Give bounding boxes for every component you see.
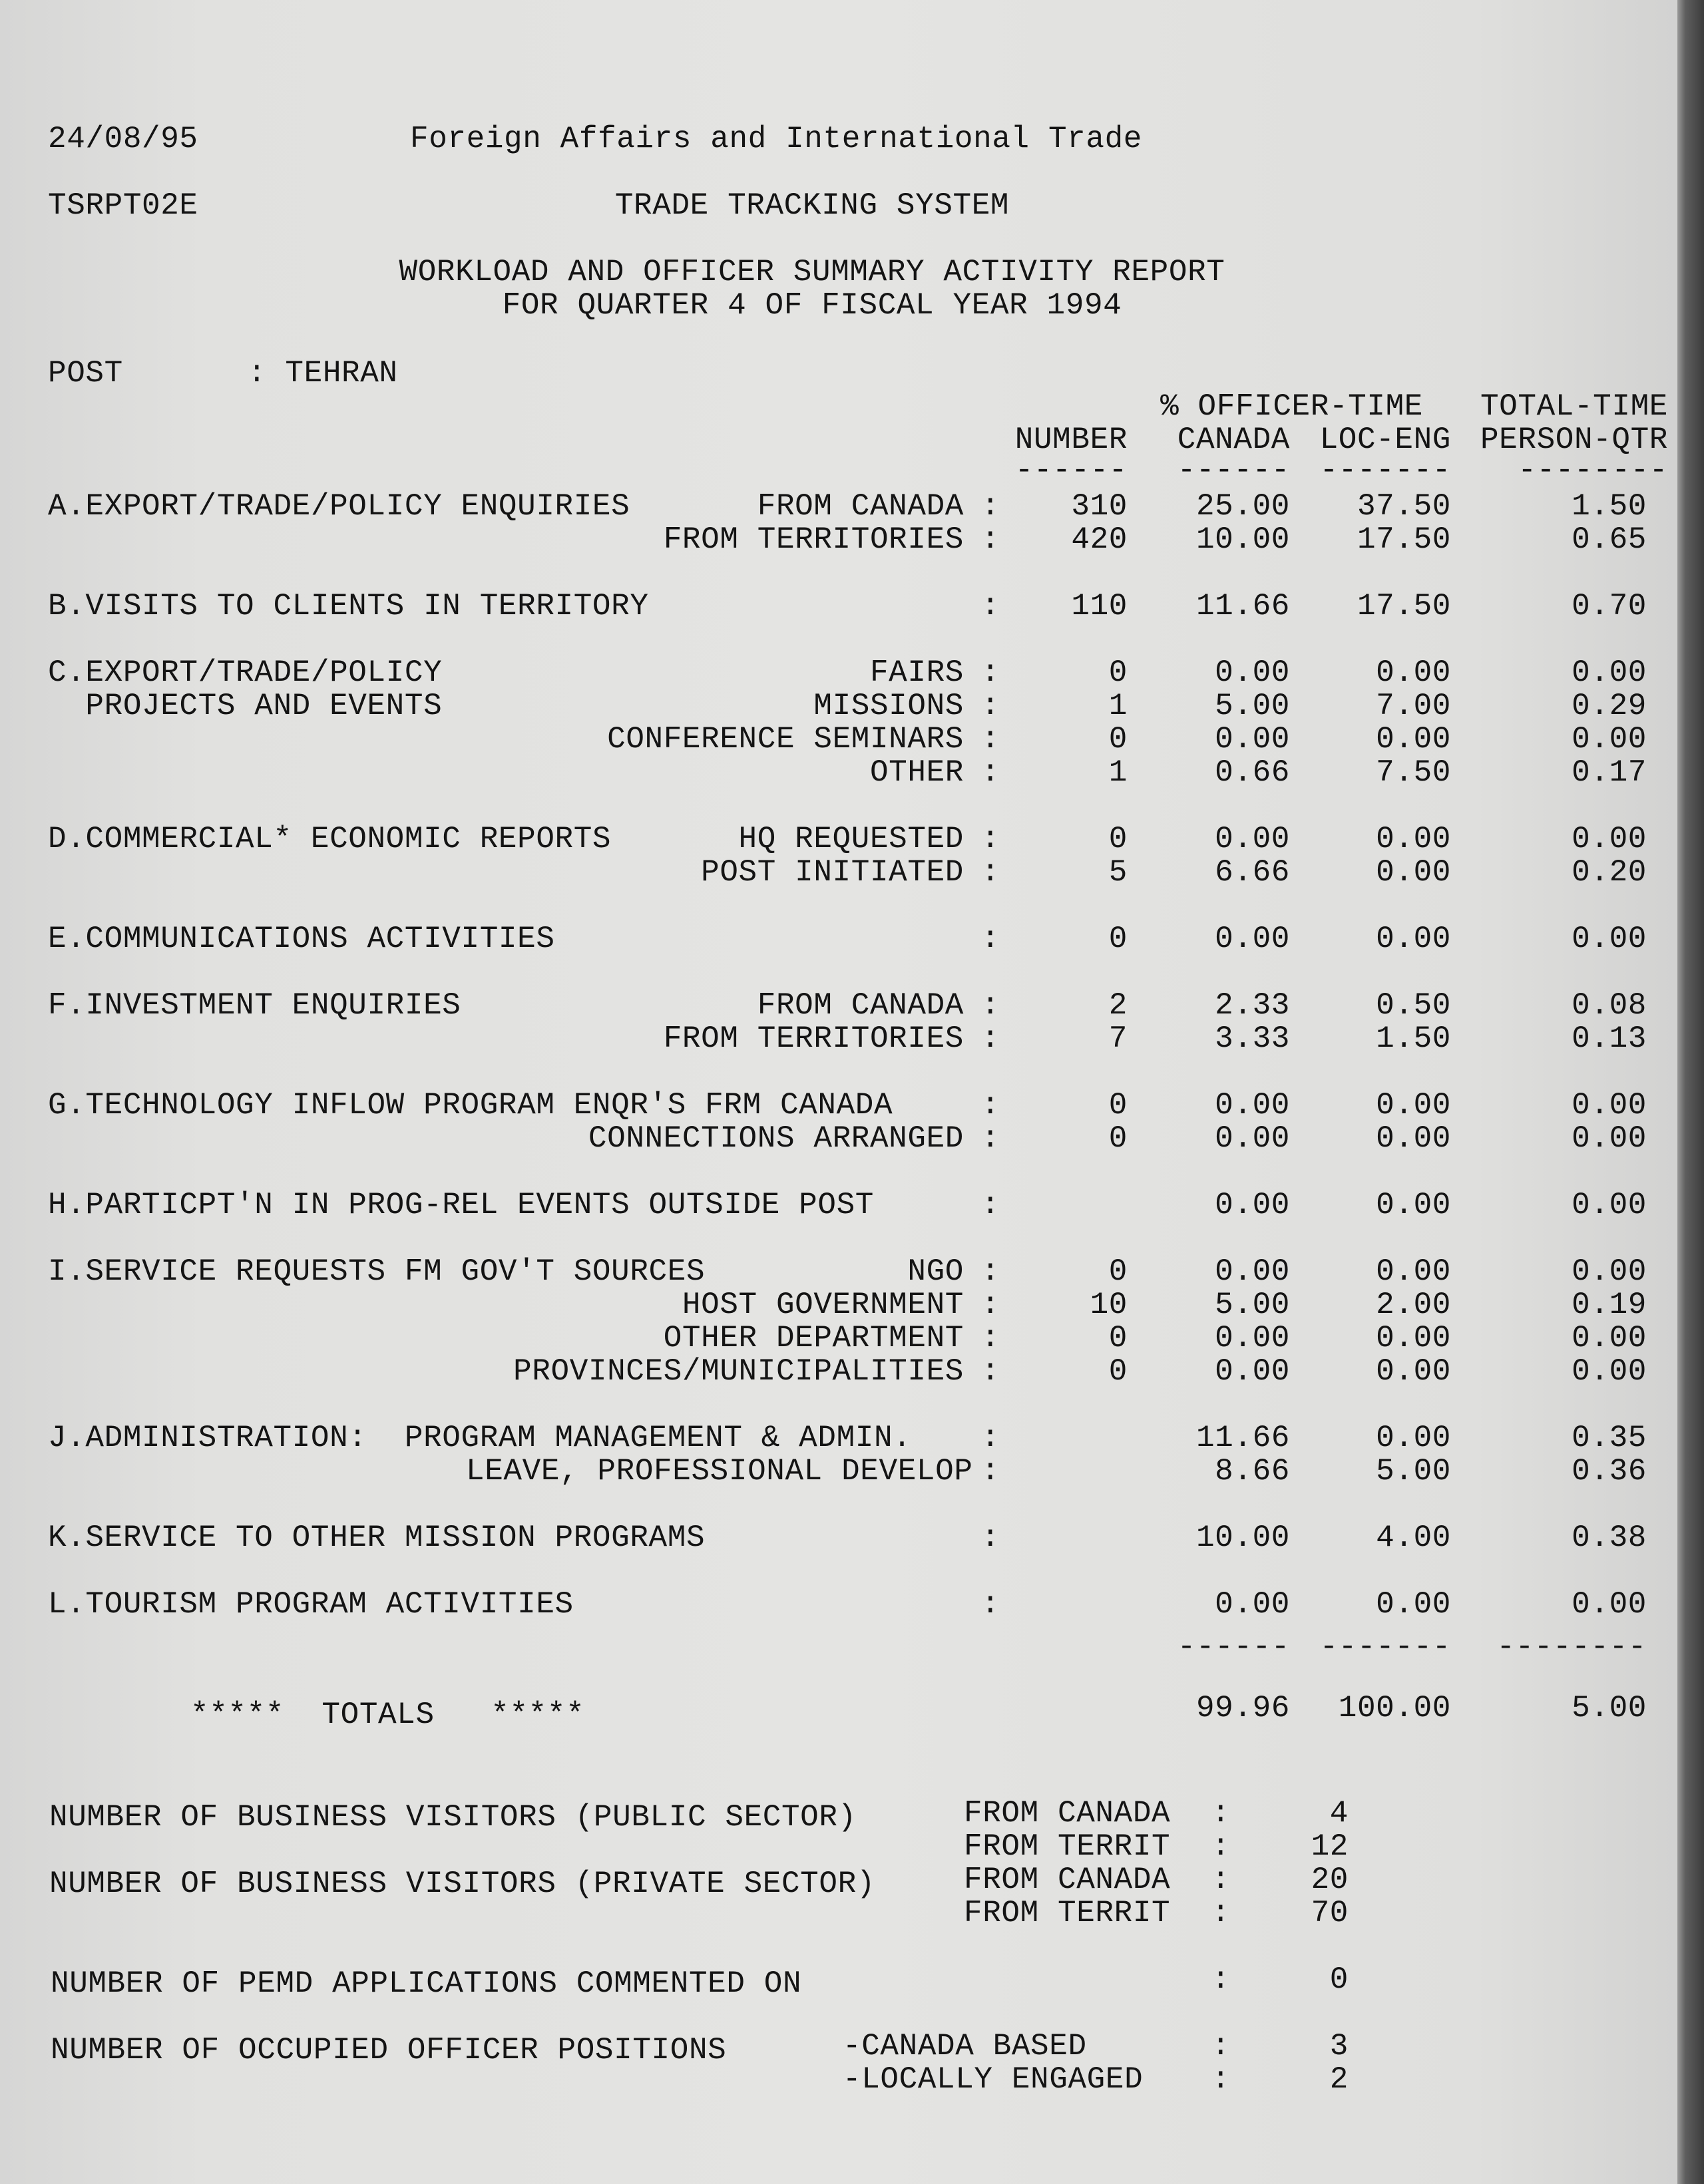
row-canada-pct: 11.66 [1195,589,1290,624]
row-person-qtr: 0.36 [1572,1454,1647,1489]
visitors-public-canada-value: 4 [1329,1796,1349,1831]
row-canada-pct: 0.66 [1215,755,1290,790]
row-subcategory: OTHER DEPARTMENT [663,1321,964,1356]
row-person-qtr: 0.35 [1572,1421,1647,1455]
visitors-public-from-territ: FROM TERRIT [964,1829,1171,1864]
row-canada-pct: 11.66 [1195,1421,1290,1455]
row-canada-pct: 0.00 [1215,822,1290,856]
column-header-loc-eng: LOC-ENG [1319,423,1451,457]
row-number: 110 [1071,589,1128,624]
row-subcategory: FROM TERRITORIES [663,1021,964,1056]
row-loceng-pct: 7.00 [1376,689,1451,723]
visitors-public-label: NUMBER OF BUSINESS VISITORS (PUBLIC SECTOR) [49,1800,857,1835]
row-colon: : [981,1321,1000,1356]
row-person-qtr: 0.20 [1572,855,1647,890]
totals-underline-person-qtr: -------- [1496,1630,1647,1664]
row-colon: : [981,1121,1000,1156]
row-subcategory: HQ REQUESTED [738,822,964,856]
column-underline-number: ------ [1014,453,1128,488]
row-loceng-pct: 0.00 [1376,1587,1451,1622]
visitors-private-from-territ: FROM TERRIT [964,1896,1171,1930]
row-colon: : [981,1021,1000,1056]
row-subcategory: CONNECTIONS ARRANGED [588,1121,964,1156]
report-title-line1: WORKLOAD AND OFFICER SUMMARY ACTIVITY REPORT [399,255,1225,289]
row-subcategory: HOST GOVERNMENT [682,1288,964,1322]
row-loceng-pct: 0.00 [1376,922,1451,956]
row-canada-pct: 0.00 [1215,655,1290,690]
row-canada-pct: 0.00 [1215,1121,1290,1156]
row-loceng-pct: 1.50 [1376,1021,1451,1056]
row-number: 0 [1108,1321,1128,1356]
row-person-qtr: 0.00 [1572,655,1647,690]
row-subcategory: FROM CANADA [757,988,964,1023]
row-colon: : [981,822,1000,856]
row-canada-pct: 0.00 [1215,1321,1290,1356]
row-person-qtr: 0.38 [1572,1521,1647,1555]
row-colon: : [981,489,1000,524]
row-number: 0 [1108,1088,1128,1123]
row-colon: : [981,922,1000,956]
row-number: 7 [1108,1021,1128,1056]
visitors-public-territ-value: 12 [1311,1829,1349,1864]
row-number: 0 [1108,1354,1128,1389]
row-category: L.TOURISM PROGRAM ACTIVITIES [48,1587,574,1622]
row-loceng-pct: 0.00 [1376,1254,1451,1289]
visitors-private-canada-colon: : [1211,1863,1231,1897]
pemd-value: 0 [1329,1962,1349,1997]
row-colon: : [981,1587,1000,1622]
row-category: E.COMMUNICATIONS ACTIVITIES [48,922,555,956]
row-person-qtr: 0.65 [1572,522,1647,557]
report-date: 24/08/95 [48,122,198,156]
row-colon: : [981,988,1000,1023]
row-loceng-pct: 0.00 [1376,655,1451,690]
row-loceng-pct: 0.00 [1376,855,1451,890]
column-header-number: NUMBER [1014,423,1128,457]
row-category: C.EXPORT/TRADE/POLICY [48,655,443,690]
officers-label: NUMBER OF OCCUPIED OFFICER POSITIONS [51,2033,727,2068]
row-loceng-pct: 17.50 [1357,589,1451,624]
row-loceng-pct: 0.00 [1376,822,1451,856]
row-person-qtr: 0.13 [1572,1021,1647,1056]
row-colon: : [981,1088,1000,1123]
visitors-public-from-canada: FROM CANADA [964,1796,1171,1831]
row-canada-pct: 25.00 [1195,489,1290,524]
row-number: 1 [1108,755,1128,790]
row-loceng-pct: 4.00 [1376,1521,1451,1555]
row-person-qtr: 0.00 [1572,1587,1647,1622]
officers-canada-colon: : [1211,2029,1231,2064]
row-category: PROJECTS AND EVENTS [48,689,443,723]
column-header-officer-time: % OFFICER-TIME [1160,389,1423,424]
report-id: TSRPT02E [48,188,198,223]
post-value: : TEHRAN [248,356,398,391]
row-canada-pct: 0.00 [1215,1188,1290,1222]
row-subcategory: FROM TERRITORIES [663,522,964,557]
totals-person-qtr: 5.00 [1572,1691,1647,1726]
row-canada-pct: 10.00 [1195,1521,1290,1555]
row-loceng-pct: 0.00 [1376,1421,1451,1455]
row-colon: : [981,755,1000,790]
officers-local-value: 2 [1329,2062,1349,2097]
row-category: B.VISITS TO CLIENTS IN TERRITORY [48,589,649,624]
pemd-label: NUMBER OF PEMD APPLICATIONS COMMENTED ON [51,1966,802,2001]
row-canada-pct: 3.33 [1215,1021,1290,1056]
row-canada-pct: 0.00 [1215,1254,1290,1289]
row-colon: : [981,855,1000,890]
totals-loc-eng: 100.00 [1338,1691,1451,1726]
row-colon: : [981,689,1000,723]
row-number: 0 [1108,922,1128,956]
row-subcategory: NGO [907,1254,964,1289]
row-canada-pct: 5.00 [1215,689,1290,723]
row-colon: : [981,589,1000,624]
row-number: 310 [1071,489,1128,524]
totals-underline-canada: ------ [1177,1630,1290,1664]
row-person-qtr: 0.08 [1572,988,1647,1023]
row-colon: : [981,722,1000,757]
row-colon: : [981,1454,1000,1489]
row-category: K.SERVICE TO OTHER MISSION PROGRAMS [48,1521,706,1555]
column-underline-person-qtr: -------- [1518,453,1668,488]
row-person-qtr: 0.17 [1572,755,1647,790]
row-loceng-pct: 0.00 [1376,1321,1451,1356]
row-person-qtr: 0.00 [1572,1321,1647,1356]
column-underline-loc-eng: ------- [1319,453,1451,488]
row-loceng-pct: 0.00 [1376,1121,1451,1156]
row-subcategory: LEAVE, PROFESSIONAL DEVELOP [466,1454,973,1489]
row-colon: : [981,655,1000,690]
scan-edge-shadow [1677,0,1704,2184]
system-name: TRADE TRACKING SYSTEM [614,188,1010,223]
row-loceng-pct: 37.50 [1357,489,1451,524]
row-subcategory: CONFERENCE SEMINARS [607,722,964,757]
row-category: F.INVESTMENT ENQUIRIES [48,988,461,1023]
row-person-qtr: 0.00 [1572,1088,1647,1123]
row-subcategory: FROM CANADA [757,489,964,524]
pemd-colon: : [1211,1962,1231,1997]
row-loceng-pct: 7.50 [1376,755,1451,790]
row-number: 10 [1090,1288,1128,1322]
row-colon: : [981,1521,1000,1555]
row-canada-pct: 0.00 [1215,922,1290,956]
row-colon: : [981,1288,1000,1322]
row-subcategory: OTHER [869,755,964,790]
officers-canada-based-label: -CANADA BASED [843,2029,1087,2064]
visitors-public-territ-colon: : [1211,1829,1231,1864]
row-person-qtr: 0.29 [1572,689,1647,723]
row-loceng-pct: 0.00 [1376,1354,1451,1389]
row-canada-pct: 8.66 [1215,1454,1290,1489]
visitors-private-canada-value: 20 [1311,1863,1349,1897]
row-loceng-pct: 17.50 [1357,522,1451,557]
row-person-qtr: 0.70 [1572,589,1647,624]
row-person-qtr: 0.00 [1572,922,1647,956]
row-number: 420 [1071,522,1128,557]
visitors-private-label: NUMBER OF BUSINESS VISITORS (PRIVATE SECTOR) [49,1867,875,1901]
row-person-qtr: 0.00 [1572,1121,1647,1156]
row-canada-pct: 0.00 [1215,1088,1290,1123]
row-person-qtr: 1.50 [1572,489,1647,524]
row-subcategory: MISSIONS [813,689,964,723]
visitors-private-territ-value: 70 [1311,1896,1349,1930]
row-colon: : [981,1254,1000,1289]
officers-local-colon: : [1211,2062,1231,2097]
visitors-private-from-canada: FROM CANADA [964,1863,1171,1897]
column-header-canada: CANADA [1177,423,1290,457]
row-canada-pct: 0.00 [1215,722,1290,757]
row-number: 0 [1108,655,1128,690]
visitors-private-territ-colon: : [1211,1896,1231,1930]
row-category: D.COMMERCIAL* ECONOMIC REPORTS [48,822,612,856]
row-loceng-pct: 0.00 [1376,1188,1451,1222]
row-category: H.PARTICPT'N IN PROG-REL EVENTS OUTSIDE POST [48,1188,874,1222]
row-canada-pct: 10.00 [1195,522,1290,557]
row-category: A.EXPORT/TRADE/POLICY ENQUIRIES [48,489,630,524]
row-subcategory: FAIRS [869,655,964,690]
row-subcategory: POST INITIATED [701,855,964,890]
row-loceng-pct: 2.00 [1376,1288,1451,1322]
row-subcategory: PROVINCES/MUNICIPALITIES [513,1354,964,1389]
row-canada-pct: 2.33 [1215,988,1290,1023]
totals-label: ***** TOTALS ***** [190,1698,585,1732]
row-person-qtr: 0.00 [1572,1254,1647,1289]
row-person-qtr: 0.19 [1572,1288,1647,1322]
report-title-line2: FOR QUARTER 4 OF FISCAL YEAR 1994 [502,288,1122,323]
row-person-qtr: 0.00 [1572,822,1647,856]
row-category: J.ADMINISTRATION: PROGRAM MANAGEMENT & ADMIN. [48,1421,912,1455]
row-number: 0 [1108,722,1128,757]
row-person-qtr: 0.00 [1572,1188,1647,1222]
row-colon: : [981,1421,1000,1455]
organization-name: Foreign Affairs and International Trade [410,122,1142,156]
row-number: 0 [1108,1121,1128,1156]
row-number: 0 [1108,822,1128,856]
row-number: 2 [1108,988,1128,1023]
column-underline-canada: ------ [1177,453,1290,488]
visitors-public-canada-colon: : [1211,1796,1231,1831]
totals-underline-loc-eng: ------- [1319,1630,1451,1664]
row-canada-pct: 0.00 [1215,1354,1290,1389]
row-loceng-pct: 5.00 [1376,1454,1451,1489]
totals-canada: 99.96 [1195,1691,1290,1726]
row-number: 5 [1108,855,1128,890]
row-canada-pct: 5.00 [1215,1288,1290,1322]
row-number: 0 [1108,1254,1128,1289]
row-loceng-pct: 0.50 [1376,988,1451,1023]
row-person-qtr: 0.00 [1572,722,1647,757]
row-canada-pct: 0.00 [1215,1587,1290,1622]
officers-locally-engaged-label: -LOCALLY ENGAGED [843,2062,1144,2097]
row-colon: : [981,1354,1000,1389]
column-header-person-qtr: PERSON-QTR [1480,423,1668,457]
row-colon: : [981,1188,1000,1222]
row-category: I.SERVICE REQUESTS FM GOV'T SOURCES [48,1254,706,1289]
post-label: POST [48,356,123,391]
row-category: G.TECHNOLOGY INFLOW PROGRAM ENQR'S FRM CANADA [48,1088,893,1123]
row-colon: : [981,522,1000,557]
row-loceng-pct: 0.00 [1376,722,1451,757]
column-header-total-time: TOTAL-TIME [1480,389,1668,424]
row-number: 1 [1108,689,1128,723]
row-canada-pct: 6.66 [1215,855,1290,890]
row-person-qtr: 0.00 [1572,1354,1647,1389]
officers-canada-value: 3 [1329,2029,1349,2064]
row-loceng-pct: 0.00 [1376,1088,1451,1123]
